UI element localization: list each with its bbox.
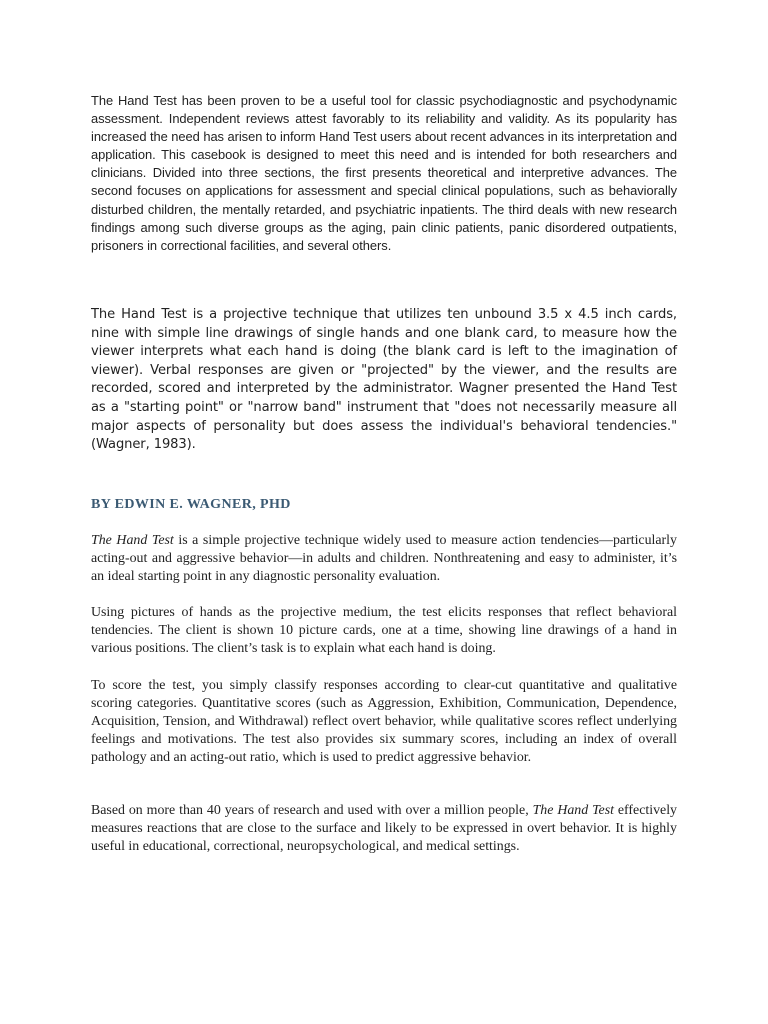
intro-paragraph-casebook: The Hand Test has been proven to be a useful tool for classic psychodiagnostic and psychodynamic assessment. Independent reviews attest favorably to its reliability and validity. As its popularity has increased the need has arisen to inform Hand Test users about recent advances in its interpretation and application. This casebook is designed to meet this need and is intended for both researchers and clinicians. Divided into three sections, the first presents theoretical and interpretive advances. The second focuses on applications for assessment and special clinical populations, such as behaviorally disturbed children, the mentally retarded, and psychiatric inpatients. The third deals with new research findings among such diverse groups as the aging, pain clinic patients, panic disordered outpatients, prisoners in correctional facilities, and several others.: [91, 93, 677, 253]
article-paragraph-overview: [91, 532, 677, 586]
test-title-italic: The Hand Test: [91, 533, 174, 548]
overview-text: is a simple projective technique widely used to measure action tendencies—particularly acting-out and aggressive behavior—in adults and children. Nonthreatening and easy to administer, it’s an ideal starting point in any diagnostic personality evaluation.: [91, 533, 677, 585]
article-paragraph-method: Using pictures of hands as the projective medium, the test elicits responses that reflect behavioral tendencies. The client is shown 10 picture cards, one at a time, showing line drawings of a hand in various positions. The client’s task is to explain what each hand is doing.: [91, 605, 677, 657]
test-title-italic: The Hand Test: [532, 803, 614, 818]
author-heading: BY EDWIN E. WAGNER, PHD: [91, 497, 291, 512]
article-paragraph-research: [91, 802, 677, 856]
article-paragraph-scoring: To score the test, you simply classify responses according to clear-cut quantitative and qualitative scoring categories. Quantitative scores (such as Aggression, Exhibition, Communication, Dependence, Acquisition, Tension, and Withdrawal) reflect overt behavior, while qualitative scores reflect underlying feelings and motivations. The test also provides six summary scores, including an index of overall pathology and an acting-out ratio, which is used to predict aggressive behavior.: [91, 678, 677, 766]
research-text-start: Based on more than 40 years of research and used with over a million people,: [91, 803, 533, 818]
research-text-rest: effectively measures reactions that are close to the surface and likely to be expressed in overt behavior. It is highly useful in educational, correctional, neuropsychological, and medical settings.: [91, 803, 678, 855]
intro-paragraph-technique: The Hand Test is a projective technique that utilizes ten unbound 3.5 x 4.5 inch cards, nine with simple line drawings of single hands and one blank card, to measure how the viewer interprets what each hand is doing (the blank card is left to the imagination of viewer). Verbal responses are given or "projected" by the viewer, and the results are recorded, scored and interpreted by the administrator. Wagner presented the Hand Test as a "starting point" or "narrow band" instrument that "does not necessarily measure all major aspects of personality but does assess the individual's behavioral tendencies." (Wagner, 1983).: [91, 307, 677, 453]
